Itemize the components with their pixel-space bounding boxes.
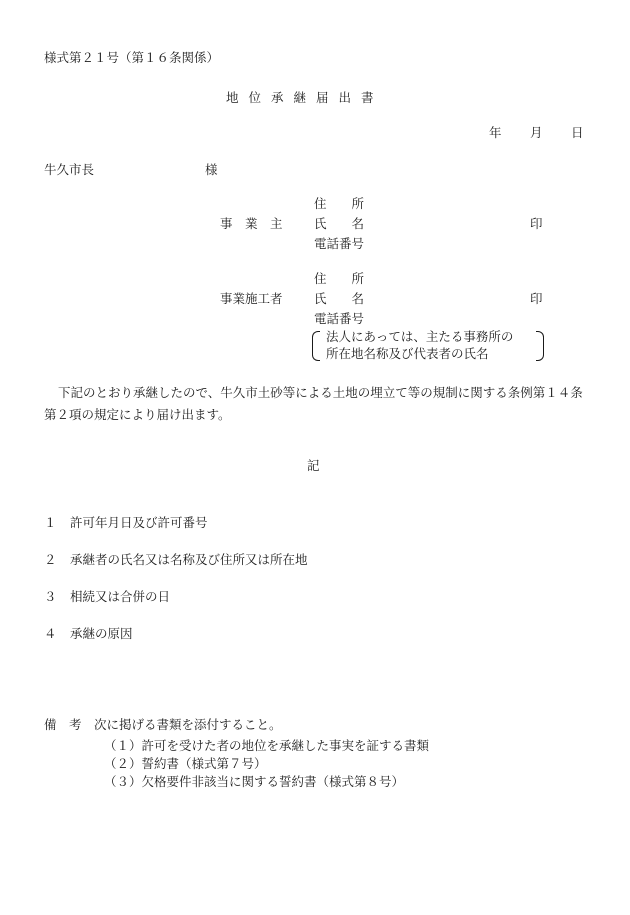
- addressee-name: 牛久市長: [44, 162, 95, 177]
- remark-item: （１）許可を受けた者の地位を承継した事実を証する書類: [104, 738, 430, 753]
- remark-item: （３）欠格要件非該当に関する誓約書（様式第８号）: [104, 774, 405, 789]
- item-text: 承継者の氏名又は名称及び住所又は所在地: [70, 552, 308, 567]
- item-number: １: [44, 515, 57, 530]
- remark-item: （２）誓約書（様式第７号）: [104, 756, 267, 771]
- remarks-label: 備 考 次に掲げる書類を添付すること。: [44, 717, 282, 732]
- ki-heading: 記: [307, 458, 320, 473]
- addressee-honorific: 様: [205, 162, 218, 177]
- date-day: 日: [571, 125, 584, 140]
- item-text: 承継の原因: [70, 626, 133, 641]
- form-number: 様式第２１号（第１６条関係）: [44, 50, 220, 65]
- operator-role-label: 事 業 主: [220, 216, 283, 231]
- corporate-note-line2: 所在地名称及び代表者の氏名: [326, 346, 489, 361]
- operator-address-label: 住 所: [314, 196, 365, 211]
- item-text: 許可年月日及び許可番号: [70, 515, 208, 530]
- item-number: ４: [44, 626, 57, 641]
- corporate-note: [312, 331, 544, 361]
- operator-name-label: 氏 名: [314, 216, 365, 231]
- contractor-phone-label: 電話番号: [314, 311, 365, 326]
- item-text: 相続又は合併の日: [70, 589, 171, 604]
- operator-seal: 印: [530, 216, 543, 231]
- list-item: [44, 554, 308, 567]
- document-title: 地位承継届出書: [226, 90, 384, 105]
- body-paragraph: [44, 382, 589, 426]
- list-item: [44, 591, 170, 604]
- body-text: 下記のとおり承継したので、牛久市土砂等による土地の埋立て等の規制に関する条例第１４条第２項の規定により届け出ます。: [44, 385, 583, 422]
- left-bracket: [312, 331, 320, 361]
- list-item: [44, 517, 208, 530]
- list-item: [44, 628, 133, 641]
- item-number: ２: [44, 552, 57, 567]
- contractor-address-label: 住 所: [314, 271, 365, 286]
- contractor-seal: 印: [530, 291, 543, 306]
- contractor-role-label: 事業施工者: [220, 291, 283, 306]
- date-year: 年: [489, 125, 502, 140]
- corporate-note-line1: 法人にあっては、主たる事務所の: [326, 329, 514, 344]
- operator-phone-label: 電話番号: [314, 236, 365, 251]
- contractor-name-label: 氏 名: [314, 291, 365, 306]
- date-month: 月: [530, 125, 543, 140]
- right-bracket: [536, 331, 544, 361]
- item-number: ３: [44, 589, 57, 604]
